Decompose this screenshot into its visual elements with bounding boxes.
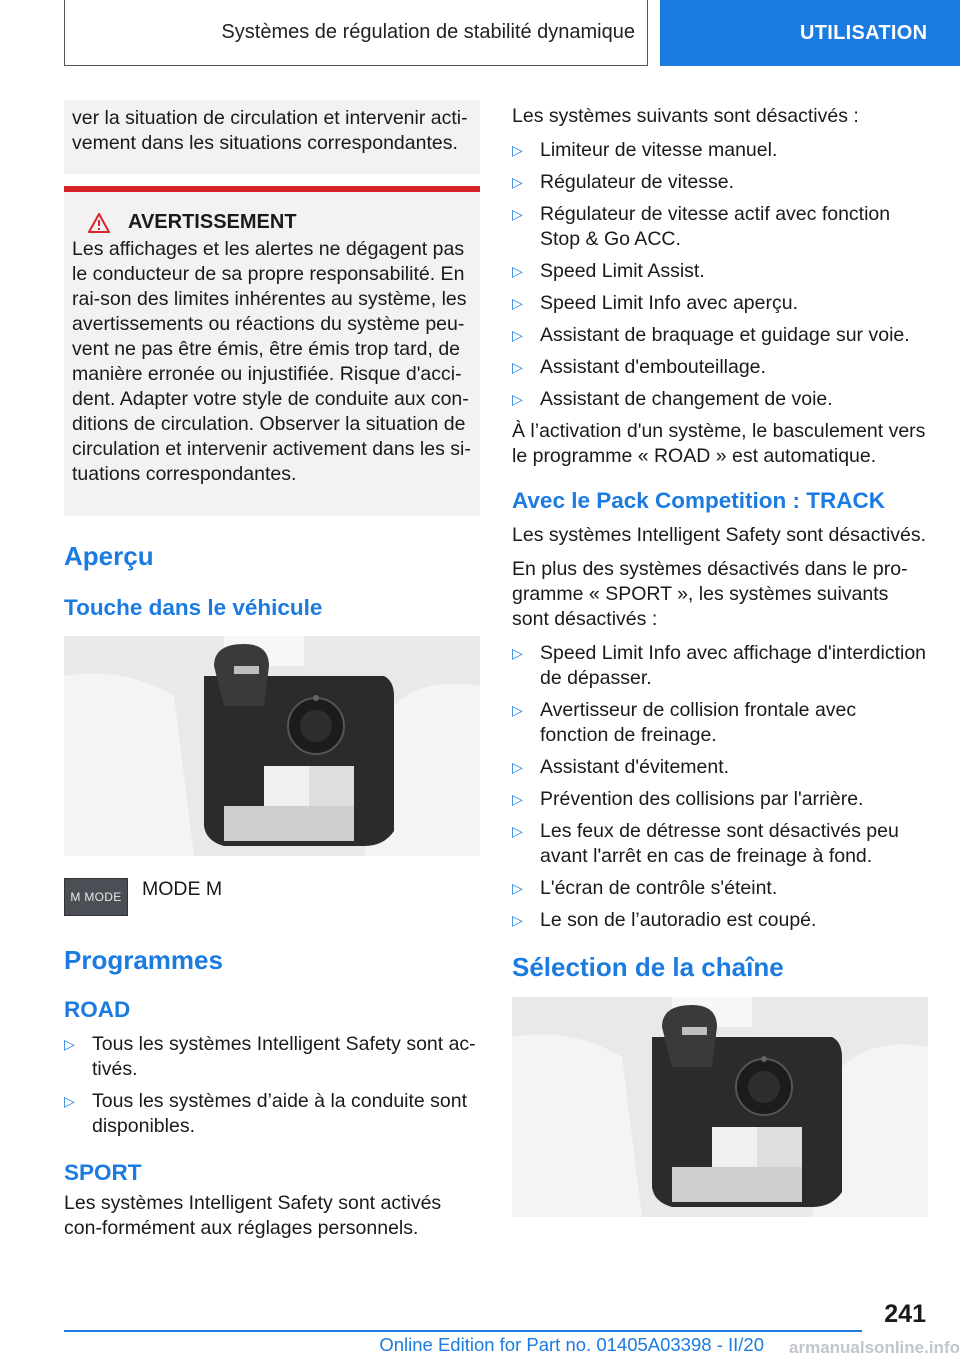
warning-title: AVERTISSEMENT <box>128 211 297 233</box>
header-section-title <box>64 0 648 66</box>
overview-heading: Aperçu <box>64 541 154 571</box>
track-text-2: En plus des systèmes désactivés dans le pro-gramme « SPORT », les systèmes suivants sont désactivés : <box>512 558 908 630</box>
list-item: ▷ Les feux de détresse sont désactivés peu avant l'arrêt en cas de freinage à fond. <box>512 820 899 867</box>
left-column <box>64 100 480 1250</box>
list-item: ▷ L'écran de contrôle s'éteint. <box>512 877 778 899</box>
triangle-bullet-icon: ▷ <box>64 1093 75 1109</box>
intro-box <box>64 100 480 174</box>
warning-text: Les affichages et les alertes ne dégagent pas le conducteur de sa propre responsabilité. En rai-son des limites inhérentes au système, les avertissements ou réactions du système peu-vent ne pas être émis, être émis trop tard, de manière erronée ou injustifiée. Risque d'acci-dent. Adapter votre style de conduite aux con-ditions de circulation. Observer la situation de circulation et intervenir activement dans les si-tuations correspondantes. <box>72 238 471 485</box>
triangle-bullet-icon: ▷ <box>512 912 523 928</box>
triangle-bullet-icon: ▷ <box>512 823 523 839</box>
track-heading: Avec le Pack Competition : TRACK <box>512 488 885 513</box>
mmode-label: MODE M <box>142 878 223 900</box>
footer-edition <box>64 1334 860 1356</box>
warning-title-row <box>72 210 472 235</box>
key-heading: Touche dans le véhicule <box>64 595 323 620</box>
list-item: ▷ Avertisseur de collision frontale avec fonction de freinage. <box>512 699 857 746</box>
mmode-row <box>64 878 480 916</box>
mmode-button-icon <box>64 878 128 916</box>
triangle-bullet-icon: ▷ <box>512 206 523 222</box>
triangle-bullet-icon: ▷ <box>512 702 523 718</box>
track-list <box>512 641 928 933</box>
triangle-bullet-icon: ▷ <box>512 880 523 896</box>
road-heading: ROAD <box>64 997 131 1022</box>
triangle-bullet-icon: ▷ <box>512 263 523 279</box>
list-item: ▷ Régulateur de vitesse. <box>512 171 735 193</box>
triangle-bullet-icon: ▷ <box>512 327 523 343</box>
track-text-1: Les systèmes Intelligent Safety sont désactivés. <box>512 524 927 546</box>
right-column <box>512 100 928 1217</box>
mmode-button-text: M MODE <box>70 890 122 904</box>
list-item: ▷ Assistant d'embouteillage. <box>512 356 766 378</box>
console-illustration <box>64 636 480 856</box>
list-item: ▷ Prévention des collisions par l'arrière. <box>512 788 864 810</box>
triangle-bullet-icon: ▷ <box>512 759 523 775</box>
road-list <box>64 1032 480 1139</box>
list-item: ▷ Tous les systèmes Intelligent Safety sont ac-tivés. <box>64 1033 476 1080</box>
footer-watermark[interactable]: armanualsonline.info <box>789 1338 960 1357</box>
road-switch-note: À l’activation d'un système, le basculement vers le programme « ROAD » est automatique. <box>512 420 926 467</box>
list-item: ▷ Le son de l’autoradio est coupé. <box>512 909 817 931</box>
chain-selection-image <box>512 997 928 1217</box>
list-item: ▷ Assistant de changement de voie. <box>512 388 833 410</box>
footer-divider <box>64 1330 862 1332</box>
warning-triangle-icon <box>88 213 110 233</box>
list-item: ▷ Speed Limit Info avec aperçu. <box>512 292 798 314</box>
list-item: ▷ Limiteur de vitesse manuel. <box>512 139 778 161</box>
sport-text: Les systèmes Intelligent Safety sont activés con-formément aux réglages personnels. <box>64 1192 442 1239</box>
list-item: ▷ Speed Limit Info avec affichage d'interdiction de dépasser. <box>512 642 927 689</box>
triangle-bullet-icon: ▷ <box>64 1036 75 1052</box>
list-item: ▷ Assistant d'évitement. <box>512 756 730 778</box>
disabled-intro: Les systèmes suivants sont désactivés : <box>512 105 859 127</box>
page-number: 241 <box>884 1300 926 1328</box>
list-item: ▷ Assistant de braquage et guidage sur voie. <box>512 324 910 346</box>
chapter-title: UTILISATION <box>800 21 928 44</box>
section-title: Systèmes de régulation de stabilité dynamique <box>221 21 635 43</box>
triangle-bullet-icon: ▷ <box>512 645 523 661</box>
console-illustration <box>512 997 928 1217</box>
list-item: ▷ Tous les systèmes d’aide à la conduite sont disponibles. <box>64 1090 468 1137</box>
programs-heading: Programmes <box>64 945 223 975</box>
edition-text: Online Edition for Part no. 01405A03398 - II/20 <box>379 1334 764 1355</box>
header-chapter-tab <box>660 0 960 66</box>
sport-heading: SPORT <box>64 1160 142 1185</box>
vehicle-console-image <box>64 636 480 856</box>
triangle-bullet-icon: ▷ <box>512 391 523 407</box>
intro-text: ver la situation de circulation et intervenir acti-vement dans les situations correspondantes. <box>72 107 468 154</box>
triangle-bullet-icon: ▷ <box>512 359 523 375</box>
warning-box <box>64 186 480 516</box>
chain-heading: Sélection de la chaîne <box>512 952 784 982</box>
triangle-bullet-icon: ▷ <box>512 295 523 311</box>
triangle-bullet-icon: ▷ <box>512 791 523 807</box>
list-item: ▷ Régulateur de vitesse actif avec fonction Stop & Go ACC. <box>512 203 891 250</box>
list-item: ▷ Speed Limit Assist. <box>512 260 705 282</box>
triangle-bullet-icon: ▷ <box>512 142 523 158</box>
disabled-list <box>512 138 928 412</box>
triangle-bullet-icon: ▷ <box>512 174 523 190</box>
